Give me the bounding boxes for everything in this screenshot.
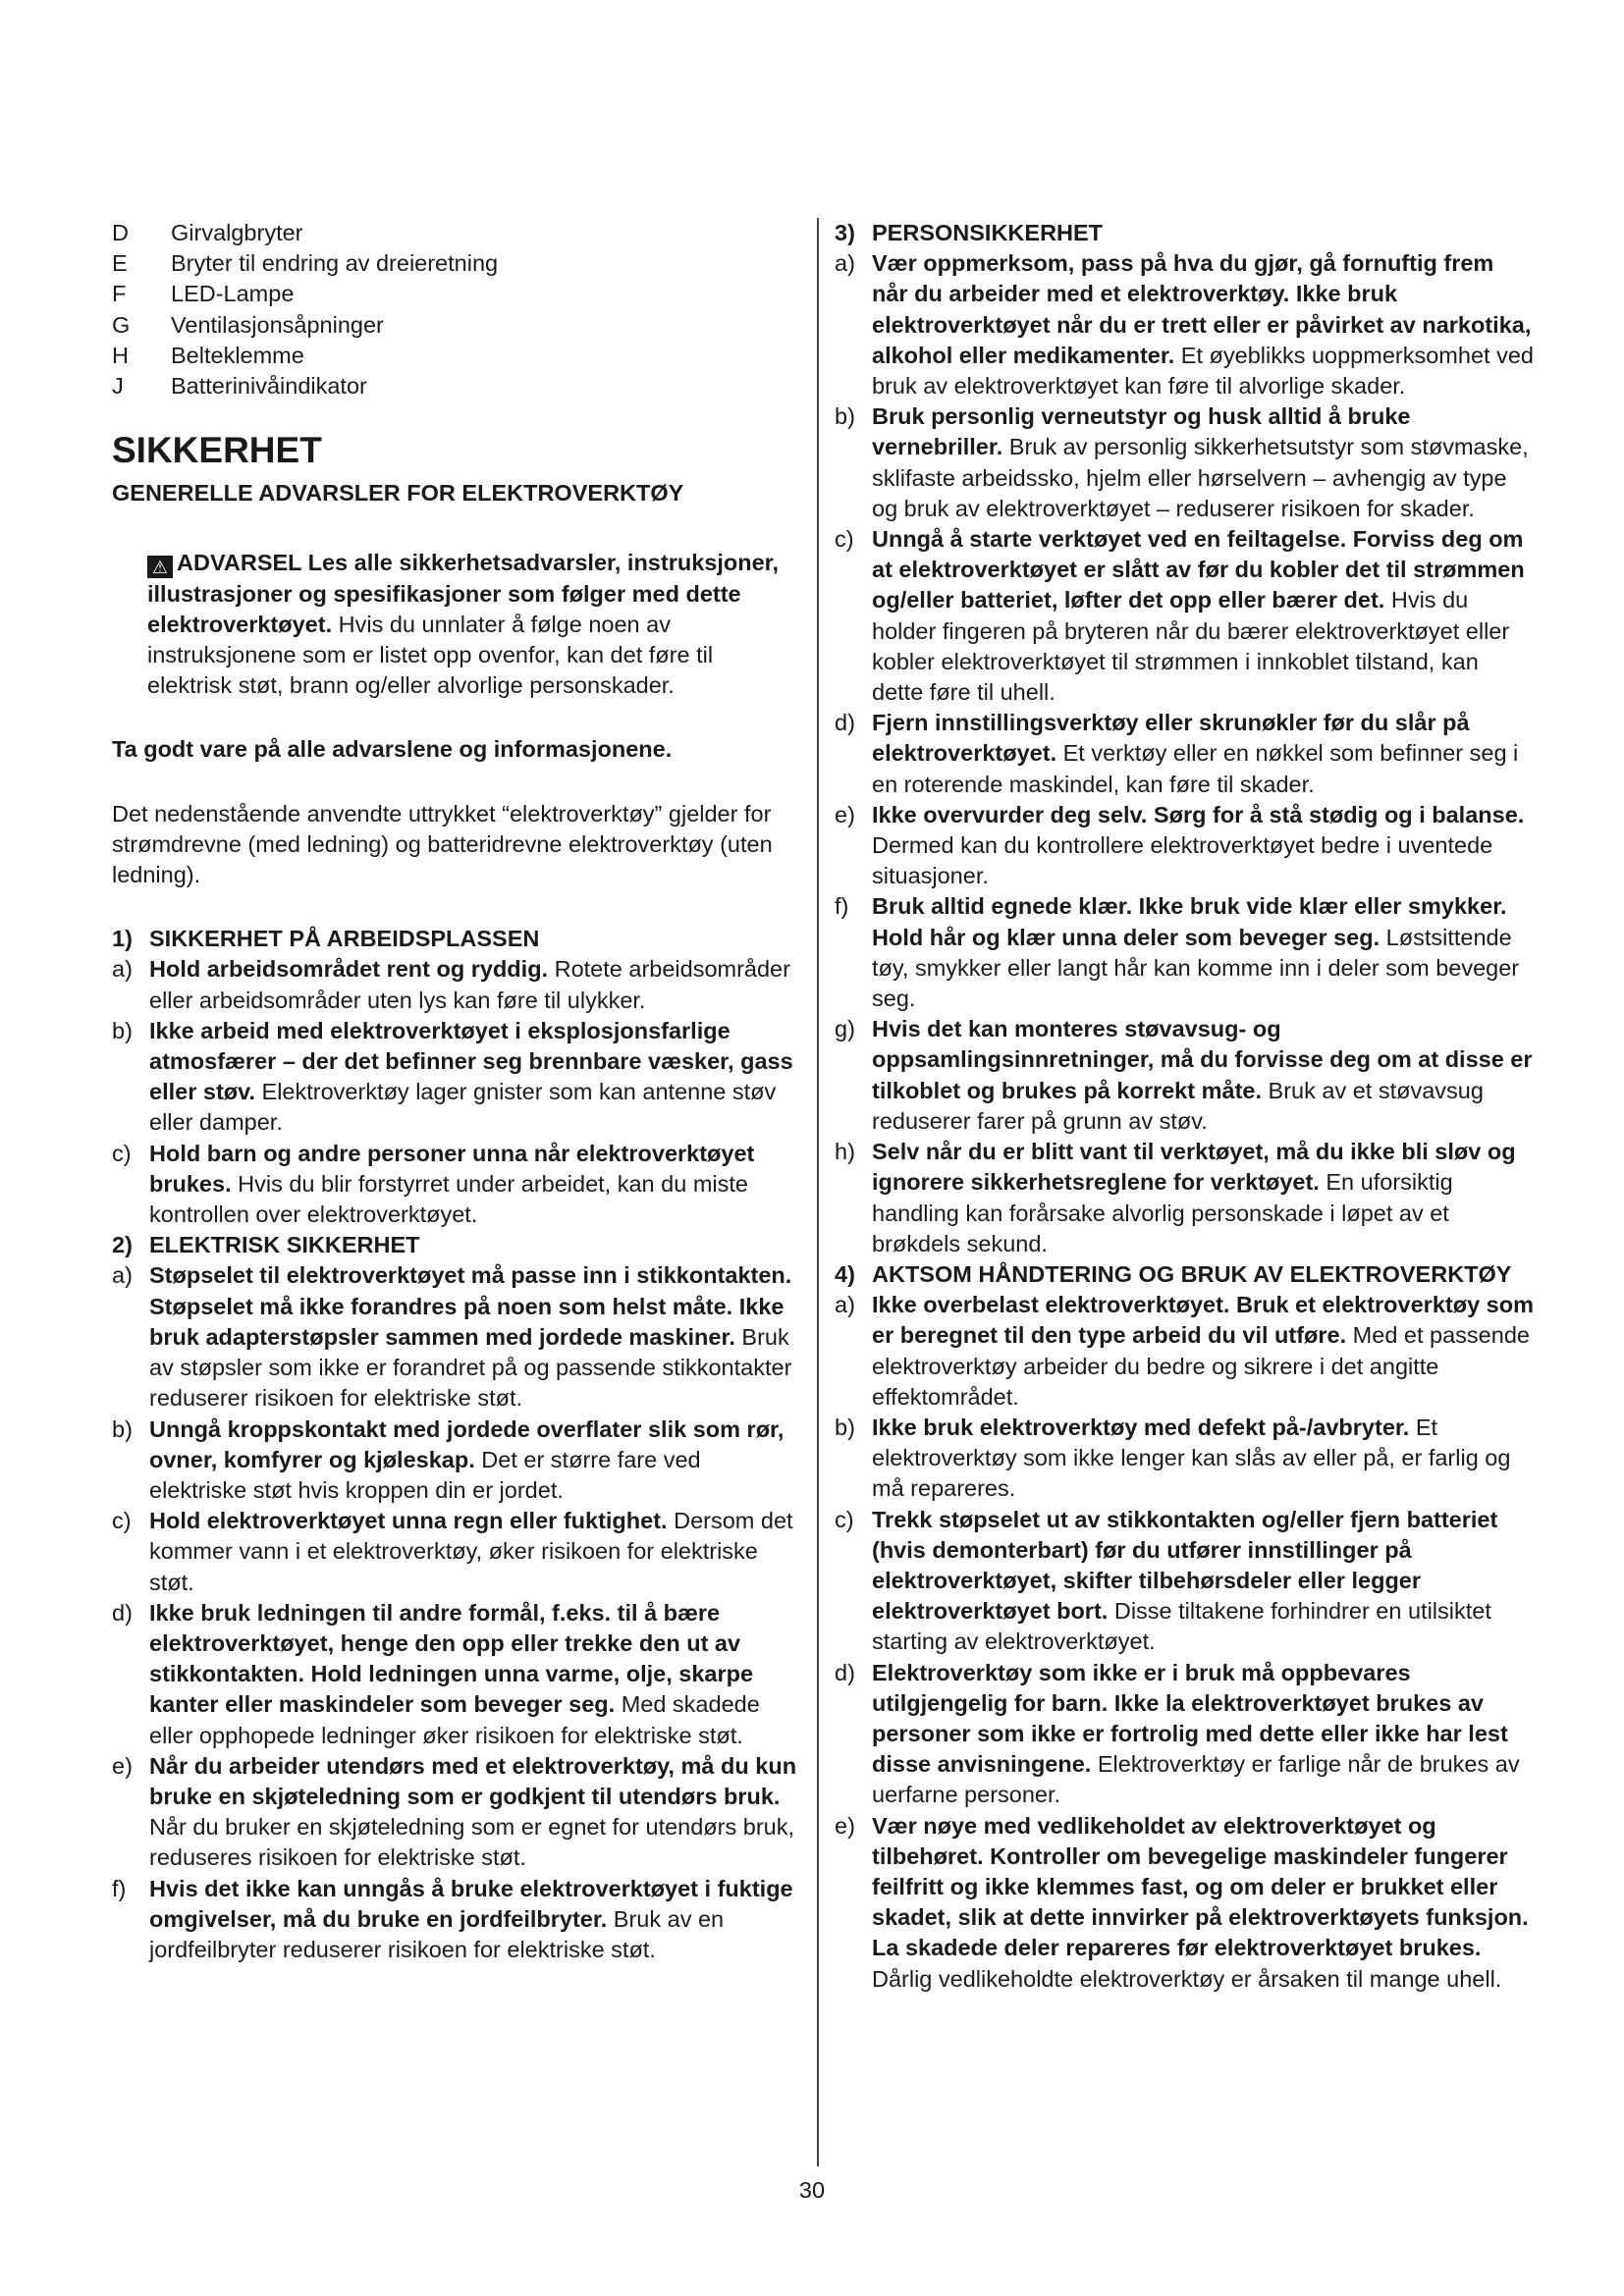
warning-bold-text: ADVARSEL Les alle sikkerhetsadvarsler, instruksjoner, illustrasjoner og spesifikasjoner som følger med dette elektroverktøyet. [147, 550, 780, 637]
list-item [835, 1290, 1534, 1413]
item-letter: c) [112, 1140, 132, 1166]
item-letter: b) [112, 1415, 133, 1442]
list-item [112, 1598, 801, 1751]
section-number: 3) [835, 220, 855, 245]
item-text: Elektroverktøy er farlige når de brukes av uerfarne personer. [872, 1751, 1520, 1808]
list-item [835, 1658, 1534, 1811]
list-item [835, 1413, 1534, 1505]
item-letter: g) [835, 1016, 855, 1042]
part-label: Belteklemme [171, 342, 304, 368]
page-title: SIKKERHET [112, 430, 322, 471]
section-number: 4) [835, 1260, 855, 1287]
item-text: Bruk av personlig sikkerhetsutstyr som støvmaske, sklifaste arbeidssko, hjelm eller hørselvern – avhengig av type og bruk av elektroverktøyet – reduserer risikoen for skader. [872, 434, 1529, 521]
item-text: Rotete arbeidsområder eller arbeidsområder uten lys kan føre til ulykker. [149, 956, 790, 1013]
page-number: 30 [798, 2177, 826, 2203]
item-letter: e) [112, 1752, 133, 1779]
section-number: 2) [112, 1232, 133, 1258]
item-letter: d) [835, 710, 855, 736]
column-divider [817, 218, 819, 2166]
list-item [112, 1751, 801, 1874]
part-label: Ventilasjonsåpninger [171, 311, 384, 338]
part-label: Batterinivåindikator [171, 373, 367, 400]
item-letter: b) [835, 403, 855, 430]
list-item [112, 1506, 801, 1598]
item-bold: Fjern innstillingsverktøy eller skrunøkler før du slår på elektroverktøyet. [872, 710, 1470, 767]
section-heading [835, 1259, 1534, 1290]
item-text: Dårlig vedlikeholdte elektroverktøy er årsaken til mange uhell. [872, 1965, 1502, 1992]
section-number: 1) [112, 926, 133, 952]
item-text: Et øyeblikks uoppmerksomhet ved bruk av elektroverktøyet kan føre til alvorlige skader. [872, 342, 1534, 400]
item-text: Et elektroverktøy som ikke lenger kan slås av eller på, er farlig og må repareres. [872, 1414, 1511, 1502]
item-bold: Hold elektroverktøyet unna regn eller fuktighet. [149, 1508, 668, 1534]
item-text: Hvis du blir forstyrret under arbeidet, kan du miste kontrollen over elektroverktøyet. [149, 1170, 748, 1228]
list-item [112, 1874, 801, 1966]
list-item [835, 708, 1534, 800]
item-text: Det er større fare ved elektriske støt hvis kroppen din er jordet. [149, 1446, 701, 1503]
list-item [112, 1260, 801, 1414]
part-item [112, 341, 801, 371]
section-title: PERSONSIKKERHET [872, 220, 1104, 245]
part-key: D [112, 220, 129, 245]
item-bold: Unngå kroppskontakt med jordede overflater slik som rør, ovner, komfyrer og kjøleskap. [149, 1415, 785, 1472]
part-key: G [112, 311, 131, 338]
section-title: SIKKERHET PÅ ARBEIDSPLASSEN [149, 926, 540, 952]
item-bold: Unngå å starte verktøyet ved en feiltagelse. Forviss deg om at elektroverktøyet er slått av før du kobler det til strømmen og/eller batteriet, løfter det opp eller bærer det. [872, 526, 1525, 614]
item-letter: d) [835, 1659, 855, 1685]
item-bold: Hvis det kan monteres støvavsug- og oppsamlingsinnretninger, må du forvisse deg om at disse er tilkoblet og brukes på korrekt måte. [872, 1016, 1533, 1103]
item-letter: d) [112, 1599, 133, 1626]
list-item [835, 891, 1534, 1014]
list-item [835, 524, 1534, 708]
list-item [112, 1139, 801, 1231]
item-letter: c) [835, 526, 854, 553]
warning-block [112, 548, 801, 701]
item-text: Løstsittende tøy, smykker eller langt hår kan komme inn i deler som beveger seg. [872, 924, 1520, 1012]
section-heading [112, 924, 801, 954]
item-text: Elektroverktøy lager gnister som kan antenne støv eller damper. [149, 1079, 777, 1136]
item-bold: Vær oppmerksom, pass på hva du gjør, gå fornuftig frem når du arbeider med et elektroverktøy. Ikke bruk elektroverktøyet når du er trett eller er påvirket av narkotika, alkohol eller medikamenter. [872, 250, 1532, 368]
item-bold: Ikke bruk elektroverktøy med defekt på-/avbryter. [872, 1414, 1410, 1440]
item-bold: Bruk alltid egnede klær. Ikke bruk vide klær eller smykker. Hold hår og klær unna deler som beveger seg. [872, 893, 1507, 950]
item-letter: a) [835, 1292, 855, 1318]
part-item [112, 218, 801, 248]
item-bold: Ikke arbeid med elektroverktøyet i eksplosjonsfarlige atmosfærer – der det befinner seg brennbare væsker, gass eller støv. [149, 1017, 793, 1105]
item-text: Med skadede eller opphopede ledninger øker risikoen for elektriske støt. [149, 1691, 760, 1748]
part-key: E [112, 250, 128, 277]
item-bold: Ikke overbelast elektroverktøyet. Bruk et elektroverktøy som er beregnet til den type arbeid du vil utføre. [872, 1292, 1534, 1349]
list-item [112, 1016, 801, 1139]
item-bold: Vær nøye med vedlikeholdet av elektroverktøyet og tilbehøret. Kontroller om bevegelige maskindeler fungerer feilfritt og ikke klemmes fast, og om deler er brukket eller skadet, slik at dette innvirker på elektroverktøyets funksjon. La skadede deler repareres før elektroverktøyet brukes. [872, 1812, 1529, 1961]
item-bold: Hvis det ikke kan unngås å bruke elektroverktøyet i fuktige omgivelser, må du bruke en jordfeilbryter. [149, 1875, 793, 1932]
item-bold: Støpselet til elektroverktøyet må passe inn i stikkontakten. Støpselet må ikke forandres på noen som helst måte. Ikke bruk adapterstøpsler sammen med jordede maskiner. [149, 1262, 792, 1350]
list-item [835, 800, 1534, 892]
warning-icon: ⚠ [147, 556, 173, 578]
item-bold: Ikke overvurder deg selv. Sørg for å stå stødig og i balanse. [872, 801, 1525, 828]
item-text: Med et passende elektroverktøy arbeider du bedre og sikrere i det angitte effektområdet. [872, 1322, 1530, 1410]
section-heading [835, 218, 1534, 248]
part-item [112, 248, 801, 279]
item-letter: e) [835, 801, 855, 828]
part-key: H [112, 342, 129, 368]
item-letter: a) [835, 250, 855, 277]
list-item [112, 1415, 801, 1507]
list-item [835, 1137, 1534, 1259]
item-text: Et verktøy eller en nøkkel som befinner seg i en roterende maskindel, kan føre til skader. [872, 740, 1519, 797]
item-letter: f) [835, 893, 849, 920]
item-bold: Hold arbeidsområdet rent og ryddig. [149, 956, 549, 983]
item-text: Når du bruker en skjøteledning som er egnet for utendørs bruk, reduseres risikoen for elektriske støt. [149, 1814, 795, 1871]
item-letter: b) [112, 1017, 133, 1043]
item-text: Disse tiltakene forhindrer en utilsiktet starting av elektroverktøyet. [872, 1598, 1491, 1655]
part-item [112, 279, 801, 309]
item-bold: Trekk støpselet ut av stikkontakten og/eller fjern batteriet (hvis demonterbart) før du utfører innstillinger på elektroverktøyet, skifter tilbehørsdeler eller legger elektroverktøyet bort. [872, 1506, 1498, 1625]
part-item [112, 371, 801, 401]
part-item [112, 310, 801, 341]
item-text: Bruk av en jordfeilbryter reduserer risikoen for elektriske støt. [149, 1905, 725, 1962]
section-title: ELEKTRISK SIKKERHET [149, 1232, 420, 1258]
item-letter: a) [112, 956, 133, 983]
item-text: Bruk av støpsler som ikke er forandret på og passende stikkontakter reduserer risikoen for elektriske støt. [149, 1323, 792, 1412]
list-item [112, 954, 801, 1015]
item-bold: Hold barn og andre personer unna når elektroverktøyet brukes. [149, 1140, 755, 1197]
right-column [835, 218, 1534, 1995]
definition-text: Det nedenstående anvendte uttrykket “elektroverktøy” gjelder for strømdrevne (med ledning) og batteridrevne elektroverktøy (uten ledning). [112, 800, 773, 888]
list-item [835, 401, 1534, 524]
item-text: Bruk av et støvavsug reduserer farer på grunn av støv. [872, 1077, 1484, 1134]
item-letter: e) [835, 1812, 855, 1839]
parts-list [112, 218, 801, 401]
item-letter: f) [112, 1875, 127, 1901]
part-label: LED-Lampe [171, 281, 295, 307]
part-label: Bryter til endring av dreieretning [171, 250, 499, 277]
part-label: Girvalgbryter [171, 220, 303, 245]
warning-text: Hvis du unnlater å følge noen av instruksjonene som er listet opp ovenfor, kan det føre til elektrisk støt, brann og/eller alvorlige personskader. [147, 611, 714, 699]
item-text: En uforsiktig handling kan forårsake alvorlig personskade i løpet av et brøkdels sekund. [872, 1169, 1453, 1256]
general-warnings-heading: GENERELLE ADVARSLER FOR ELEKTROVERKTØY [112, 480, 684, 507]
left-column [112, 218, 801, 1965]
part-key: F [112, 281, 127, 307]
list-item [835, 1014, 1534, 1137]
list-item [835, 1505, 1534, 1658]
item-letter: h) [835, 1139, 855, 1165]
section-title: AKTSOM HÅNDTERING OG BRUK AV ELEKTROVERKTØY [872, 1260, 1512, 1287]
notice-text: Ta godt vare på alle advarslene og informasjonene. [112, 736, 673, 763]
list-item [835, 248, 1534, 401]
item-bold: Bruk personlig verneutstyr og husk alltid å bruke vernebriller. [872, 403, 1411, 460]
section-heading [112, 1230, 801, 1260]
item-bold: Selv når du er blitt vant til verktøyet, må du ikke bli sløv og ignorere sikkerhetsreglene for verktøyet. [872, 1139, 1516, 1196]
item-bold: Ikke bruk ledningen til andre formål, f.eks. til å bære elektroverktøyet, henge den opp eller trekke den ut av stikkontakten. Hold ledningen unna varme, olje, skarpe kanter eller maskindeler som beveger seg. [149, 1599, 754, 1718]
part-key: J [112, 373, 124, 400]
item-text: Dermed kan du kontrollere elektroverktøyet bedre i uventede situasjoner. [872, 832, 1493, 889]
item-bold: Når du arbeider utendørs med et elektroverktøy, må du kun bruke en skjøteledning som er godkjent til utendørs bruk. [149, 1752, 797, 1809]
item-text: Hvis du holder fingeren på bryteren når du bærer elektroverktøyet eller kobler elektroverktøyet til strømmen i innkoblet tilstand, kan dette føre til uhell. [872, 587, 1510, 706]
item-bold: Elektroverktøy som ikke er i bruk må oppbevares utilgjengelig for barn. Ikke la elektroverktøyet brukes av personer som ikke er fortrolig med dette eller ikke har lest disse anvisningene. [872, 1659, 1508, 1778]
item-letter: c) [835, 1506, 854, 1532]
list-item [835, 1811, 1534, 1995]
item-text: Dersom det kommer vann i et elektroverktøy, øker risikoen for elektriske støt. [149, 1508, 793, 1595]
item-letter: a) [112, 1262, 133, 1289]
item-letter: b) [835, 1414, 855, 1440]
item-letter: c) [112, 1508, 132, 1534]
